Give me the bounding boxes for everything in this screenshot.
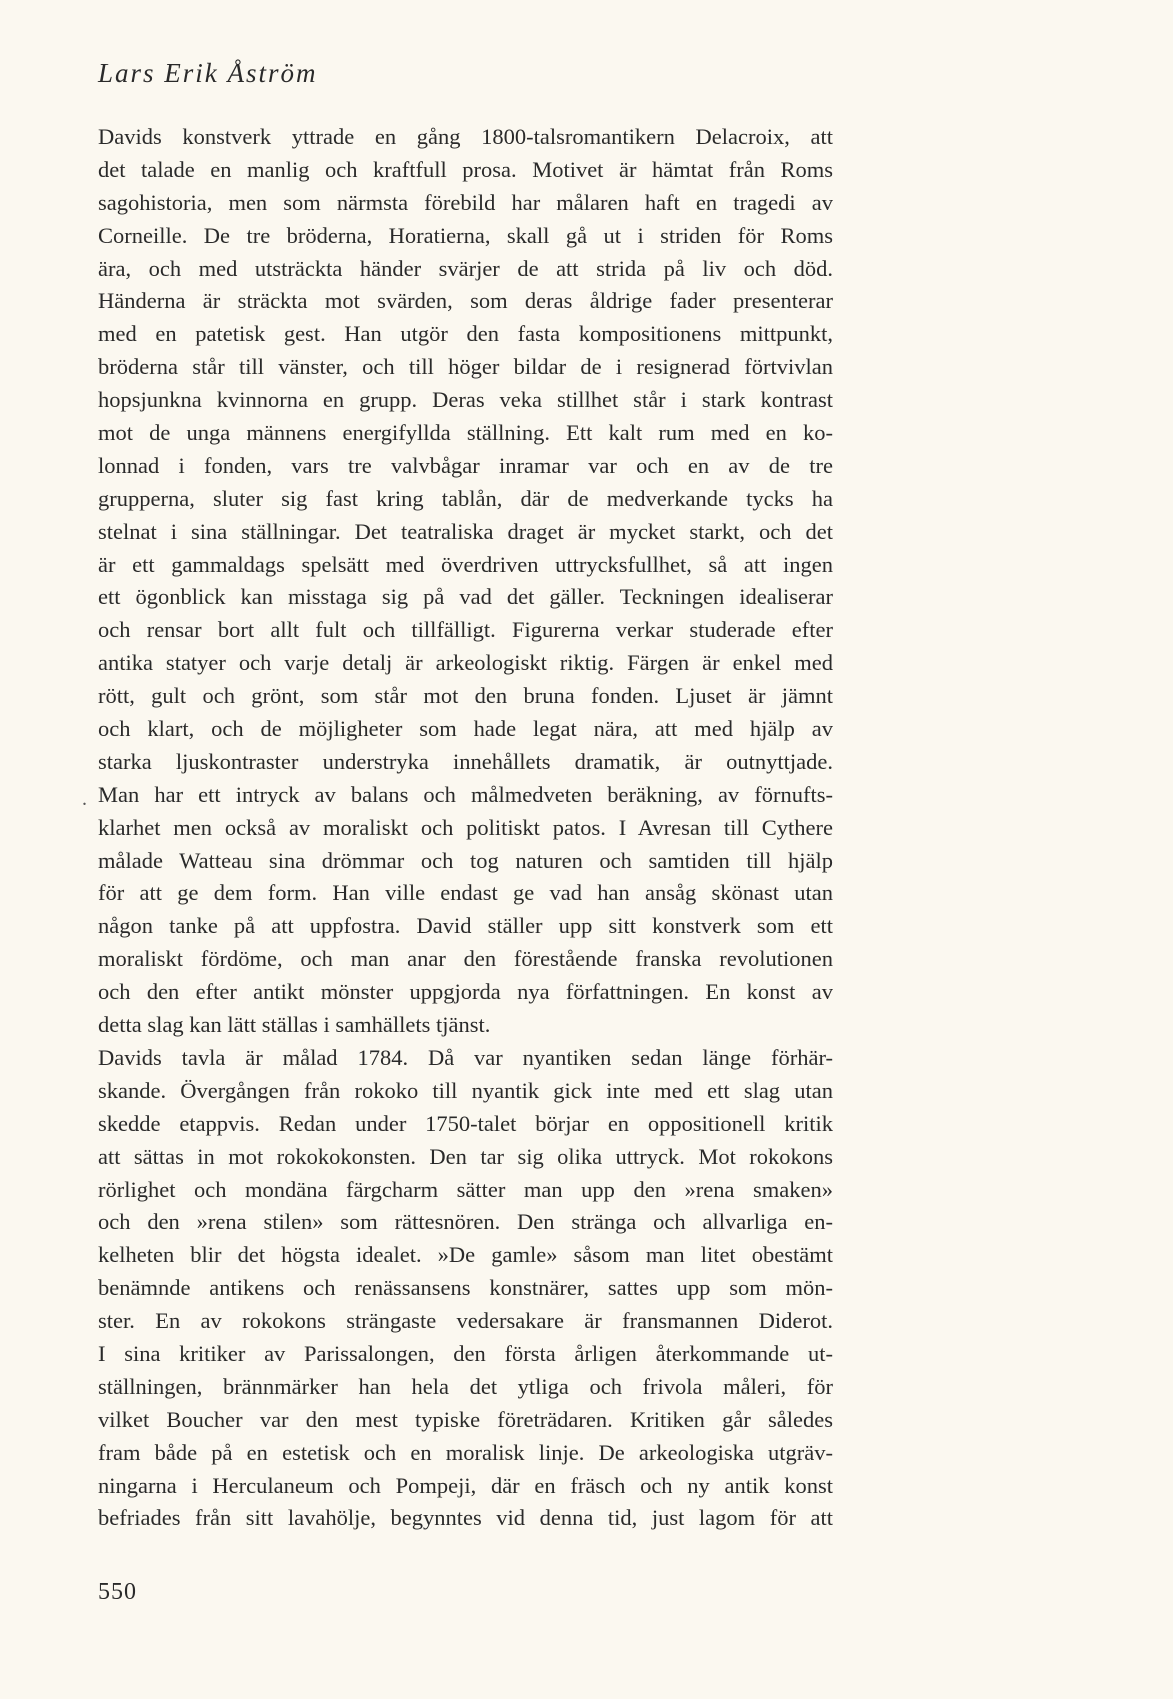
text-line: målade Watteau sina drömmar och tog naturen och samtiden till hjälp: [98, 847, 833, 873]
text-line: ställningen, brännmärker han hela det ytliga och frivola måleri, för: [98, 1373, 833, 1399]
text-line: och den »rena stilen» som rättesnören. Den stränga och allvarliga en-: [98, 1209, 833, 1235]
text-line: moraliskt fördöme, och man anar den förestående franska revolutionen: [98, 946, 833, 972]
text-line: ningarna i Herculaneum och Pompeji, där en fräsch och ny antik konst: [98, 1472, 833, 1498]
running-head: Lars Erik Åström: [98, 58, 318, 88]
text-line: för att ge dem form. Han ville endast ge vad han ansåg skönast utan: [98, 880, 833, 906]
text-line: skande. Övergången från rokoko till nyantik gick inte med ett slag utan: [98, 1077, 833, 1103]
text-line: I sina kritiker av Parissalongen, den första årligen återkommande ut-: [98, 1340, 833, 1366]
text-line: starka ljuskontraster understryka innehållets dramatik, är outnyttjade.: [98, 748, 833, 774]
text-line: stelnat i sina ställningar. Det teatraliska draget är mycket starkt, och det: [98, 518, 833, 544]
text-line: är ett gammaldags spelsätt med överdriven uttrycksfullhet, så att ingen: [98, 551, 833, 577]
text-line: ära, och med utsträckta händer svärjer de att strida på liv och död.: [98, 255, 833, 281]
text-line: skedde etappvis. Redan under 1750-talet börjar en oppositionell kritik: [98, 1110, 833, 1136]
text-line: kelheten blir det högsta idealet. »De gamle» såsom man litet obestämt: [98, 1242, 833, 1268]
text-line: att sättas in mot rokokokonsten. Den tar sig olika uttryck. Mot rokokons: [98, 1143, 833, 1169]
text-line: benämnde antikens och renässansens konstnärer, sattes upp som mön-: [98, 1275, 833, 1301]
margin-mark: .: [82, 788, 87, 810]
page-number: 550: [98, 1579, 137, 1605]
text-line: vilket Boucher var den mest typiske företrädaren. Kritiken går således: [98, 1406, 833, 1432]
text-line: detta slag kan lätt ställas i samhällets tjänst.: [98, 1012, 491, 1038]
text-line: rörlighet och mondäna färgcharm sätter man upp den »rena smaken»: [98, 1176, 833, 1202]
text-line: Man har ett intryck av balans och målmedveten beräkning, av förnufts-: [98, 781, 833, 807]
text-line: hopsjunkna kvinnorna en grupp. Deras veka stillhet står i stark kontrast: [98, 387, 833, 413]
text-line: Händerna är sträckta mot svärden, som deras åldrige fader presenterar: [98, 288, 833, 314]
paragraph-start-line: Davids tavla är målad 1784. Då var nyantiken sedan länge förhär-: [98, 1044, 833, 1070]
text-line: någon tanke på att uppfostra. David ställer upp sitt konstverk som ett: [98, 913, 833, 939]
text-line: klarhet men också av moraliskt och politiskt patos. I Avresan till Cythere: [98, 814, 833, 840]
text-line: ster. En av rokokons strängaste vedersakare är fransmannen Diderot.: [98, 1308, 833, 1334]
text-line: mot de unga männens energifyllda ställning. Ett kalt rum med en ko-: [98, 420, 833, 446]
text-line: ett ögonblick kan misstaga sig på vad det gäller. Teckningen idealiserar: [98, 584, 833, 610]
text-line: det talade en manlig och kraftfull prosa. Motivet är hämtat från Roms: [98, 156, 833, 182]
text-line: bröderna står till vänster, och till höger bildar de i resignerad förtvivlan: [98, 354, 833, 380]
text-line: befriades från sitt lavahölje, begynntes vid denna tid, just lagom för att: [98, 1505, 833, 1531]
text-line: grupperna, sluter sig fast kring tablån, där de medverkande tycks ha: [98, 485, 833, 511]
body-text: [98, 121, 833, 1535]
text-line: med en patetisk gest. Han utgör den fasta kompositionens mittpunkt,: [98, 321, 833, 347]
text-line: och den efter antikt mönster uppgjorda nya författningen. En konst av: [98, 979, 833, 1005]
text-line: sagohistoria, men som närmsta förebild har målaren haft en tragedi av: [98, 189, 833, 215]
text-line: antika statyer och varje detalj är arkeologiskt riktig. Färgen är enkel med: [98, 650, 833, 676]
text-line: Corneille. De tre bröderna, Horatierna, skall gå ut i striden för Roms: [98, 222, 833, 248]
text-line: och rensar bort allt fult och tillfälligt. Figurerna verkar studerade efter: [98, 617, 833, 643]
text-line: och klart, och de möjligheter som hade legat nära, att med hjälp av: [98, 716, 833, 742]
text-line: fram både på en estetisk och en moralisk linje. De arkeologiska utgräv-: [98, 1439, 833, 1465]
text-line: lonnad i fonden, vars tre valvbågar inramar var och en av de tre: [98, 452, 833, 478]
text-line: rött, gult och grönt, som står mot den bruna fonden. Ljuset är jämnt: [98, 683, 833, 709]
text-line: Davids konstverk yttrade en gång 1800-talsromantikern Delacroix, att: [98, 124, 833, 149]
